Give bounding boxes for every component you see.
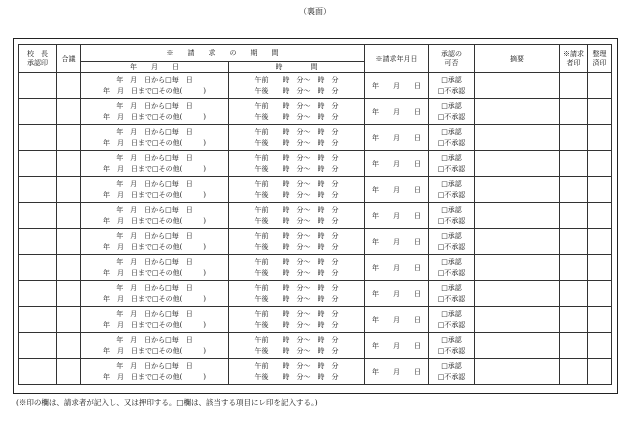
date-cell[interactable]: 年 月 日から□毎 日 年 月 日まで□その他( ) xyxy=(81,73,229,99)
summary-cell[interactable] xyxy=(475,333,560,359)
requester-seal-cell[interactable] xyxy=(560,229,588,255)
request-row xyxy=(19,99,612,125)
request-row xyxy=(19,307,612,333)
consult-cell[interactable] xyxy=(57,99,81,125)
processed-seal-cell[interactable] xyxy=(588,333,612,359)
date-cell[interactable]: 年 月 日から□毎 日 年 月 日まで□その他( ) xyxy=(81,333,229,359)
consult-cell[interactable] xyxy=(57,229,81,255)
reject-checkbox: □不承認 xyxy=(437,112,466,121)
date-cell[interactable]: 年 月 日から□毎 日 年 月 日まで□その他( ) xyxy=(81,255,229,281)
request-date-cell[interactable]: 年 月 日 xyxy=(365,99,429,125)
time-cell[interactable]: 午前 時 分～ 時 分 午後 時 分～ 時 分 xyxy=(229,229,365,255)
consult-cell[interactable] xyxy=(57,73,81,99)
date-cell[interactable]: 年 月 日から□毎 日 年 月 日まで□その他( ) xyxy=(81,307,229,333)
requester-seal-cell[interactable] xyxy=(560,333,588,359)
approve-checkbox: □承認 xyxy=(441,362,462,370)
approval-cell[interactable] xyxy=(429,255,475,281)
principal-seal-cell[interactable] xyxy=(19,203,57,229)
approval-cell[interactable] xyxy=(429,151,475,177)
reject-checkbox: □不承認 xyxy=(437,216,466,225)
approval-cell[interactable] xyxy=(429,333,475,359)
request-date-cell[interactable]: 年 月 日 xyxy=(365,359,429,385)
approve-checkbox: □承認 xyxy=(441,76,462,84)
summary-cell[interactable] xyxy=(475,255,560,281)
request-row xyxy=(19,177,612,203)
date-cell[interactable]: 年 月 日から□毎 日 年 月 日まで□その他( ) xyxy=(81,151,229,177)
request-row xyxy=(19,359,612,385)
request-date-cell[interactable]: 年 月 日 xyxy=(365,151,429,177)
approval-cell[interactable] xyxy=(429,73,475,99)
consult-cell[interactable] xyxy=(57,359,81,385)
reject-checkbox: □不承認 xyxy=(437,346,466,355)
approval-cell[interactable] xyxy=(429,203,475,229)
date-cell[interactable]: 年 月 日から□毎 日 年 月 日まで□その他( ) xyxy=(81,359,229,385)
consult-cell[interactable] xyxy=(57,333,81,359)
summary-cell[interactable] xyxy=(475,359,560,385)
processed-seal-cell[interactable] xyxy=(588,73,612,99)
time-cell[interactable]: 午前 時 分～ 時 分 午後 時 分～ 時 分 xyxy=(229,177,365,203)
consult-cell[interactable] xyxy=(57,125,81,151)
summary-cell[interactable] xyxy=(475,125,560,151)
principal-seal-cell[interactable] xyxy=(19,359,57,385)
time-cell[interactable]: 午前 時 分～ 時 分 午後 時 分～ 時 分 xyxy=(229,151,365,177)
date-cell[interactable]: 年 月 日から□毎 日 年 月 日まで□その他( ) xyxy=(81,203,229,229)
time-cell[interactable]: 午前 時 分～ 時 分 午後 時 分～ 時 分 xyxy=(229,99,365,125)
principal-seal-cell[interactable] xyxy=(19,125,57,151)
requester-seal-cell[interactable] xyxy=(560,281,588,307)
processed-seal-cell[interactable] xyxy=(588,229,612,255)
date-cell[interactable]: 年 月 日から□毎 日 年 月 日まで□その他( ) xyxy=(81,177,229,203)
principal-seal-cell[interactable] xyxy=(19,151,57,177)
processed-seal-cell[interactable] xyxy=(588,125,612,151)
processed-seal-cell[interactable] xyxy=(588,177,612,203)
approval-cell[interactable] xyxy=(429,125,475,151)
summary-cell[interactable] xyxy=(475,281,560,307)
request-row xyxy=(19,125,612,151)
reject-checkbox: □不承認 xyxy=(437,164,466,173)
approval-cell[interactable] xyxy=(429,307,475,333)
approve-checkbox: □承認 xyxy=(441,336,462,344)
summary-cell[interactable] xyxy=(475,177,560,203)
requester-seal-cell[interactable] xyxy=(560,203,588,229)
approval-cell[interactable] xyxy=(429,359,475,385)
reject-checkbox: □不承認 xyxy=(437,372,466,381)
summary-cell[interactable] xyxy=(475,73,560,99)
date-cell[interactable]: 年 月 日から□毎 日 年 月 日まで□その他( ) xyxy=(81,125,229,151)
header-time-sub: 時 間 xyxy=(229,62,365,73)
request-date-cell[interactable]: 年 月 日 xyxy=(365,73,429,99)
approve-checkbox: □承認 xyxy=(441,310,462,318)
summary-cell[interactable] xyxy=(475,203,560,229)
requester-seal-cell[interactable] xyxy=(560,99,588,125)
time-cell[interactable]: 午前 時 分～ 時 分 午後 時 分～ 時 分 xyxy=(229,281,365,307)
header-summary: 摘要 xyxy=(475,45,560,73)
request-row xyxy=(19,73,612,99)
header-consult: 合議 xyxy=(57,45,81,73)
request-date-cell[interactable]: 年 月 日 xyxy=(365,255,429,281)
time-cell[interactable]: 午前 時 分～ 時 分 午後 時 分～ 時 分 xyxy=(229,359,365,385)
request-row xyxy=(19,255,612,281)
header-requester-seal: ※請求 者印 xyxy=(560,45,588,73)
requester-seal-cell[interactable] xyxy=(560,177,588,203)
reject-checkbox: □不承認 xyxy=(437,138,466,147)
approve-checkbox: □承認 xyxy=(441,284,462,292)
summary-cell[interactable] xyxy=(475,229,560,255)
time-cell[interactable]: 午前 時 分～ 時 分 午後 時 分～ 時 分 xyxy=(229,307,365,333)
request-row xyxy=(19,229,612,255)
approval-cell[interactable] xyxy=(429,281,475,307)
header-date-sub: 年 月 日 xyxy=(81,62,229,73)
request-date-cell[interactable]: 年 月 日 xyxy=(365,281,429,307)
processed-seal-cell[interactable] xyxy=(588,281,612,307)
approve-checkbox: □承認 xyxy=(441,128,462,136)
header-principal-seal: 校 長 承認印 xyxy=(19,45,57,73)
request-row xyxy=(19,203,612,229)
requester-seal-cell[interactable] xyxy=(560,359,588,385)
consult-cell[interactable] xyxy=(57,255,81,281)
approval-cell[interactable] xyxy=(429,99,475,125)
consult-cell[interactable] xyxy=(57,203,81,229)
date-cell[interactable]: 年 月 日から□毎 日 年 月 日まで□その他( ) xyxy=(81,99,229,125)
requester-seal-cell[interactable] xyxy=(560,73,588,99)
principal-seal-cell[interactable] xyxy=(19,307,57,333)
date-cell[interactable]: 年 月 日から□毎 日 年 月 日まで□その他( ) xyxy=(81,281,229,307)
time-cell[interactable]: 午前 時 分～ 時 分 午後 時 分～ 時 分 xyxy=(229,333,365,359)
approve-checkbox: □承認 xyxy=(441,232,462,240)
time-cell[interactable]: 午前 時 分～ 時 分 午後 時 分～ 時 分 xyxy=(229,255,365,281)
summary-cell[interactable] xyxy=(475,151,560,177)
request-row xyxy=(19,333,612,359)
reject-checkbox: □不承認 xyxy=(437,86,466,95)
processed-seal-cell[interactable] xyxy=(588,99,612,125)
requester-seal-cell[interactable] xyxy=(560,151,588,177)
requester-seal-cell[interactable] xyxy=(560,255,588,281)
summary-cell[interactable] xyxy=(475,99,560,125)
processed-seal-cell[interactable] xyxy=(588,151,612,177)
reject-checkbox: □不承認 xyxy=(437,320,466,329)
processed-seal-cell[interactable] xyxy=(588,307,612,333)
request-date-cell[interactable]: 年 月 日 xyxy=(365,203,429,229)
approve-checkbox: □承認 xyxy=(441,102,462,110)
request-row xyxy=(19,281,612,307)
reject-checkbox: □不承認 xyxy=(437,242,466,251)
principal-seal-cell[interactable] xyxy=(19,73,57,99)
processed-seal-cell[interactable] xyxy=(588,203,612,229)
request-date-cell[interactable]: 年 月 日 xyxy=(365,229,429,255)
footnote: (※印の欄は、請求者が記入し、又は押印する。□欄は、該当する項目にレ印を記入する。) xyxy=(16,398,318,407)
time-cell[interactable]: 午前 時 分～ 時 分 午後 時 分～ 時 分 xyxy=(229,125,365,151)
approve-checkbox: □承認 xyxy=(441,258,462,266)
approval-cell[interactable] xyxy=(429,229,475,255)
request-date-cell[interactable]: 年 月 日 xyxy=(365,307,429,333)
request-date-cell[interactable]: 年 月 日 xyxy=(365,333,429,359)
reject-checkbox: □不承認 xyxy=(437,268,466,277)
processed-seal-cell[interactable] xyxy=(588,359,612,385)
requester-seal-cell[interactable] xyxy=(560,125,588,151)
requester-seal-cell[interactable] xyxy=(560,307,588,333)
page-label: （裏面） xyxy=(299,7,331,16)
consult-cell[interactable] xyxy=(57,177,81,203)
summary-cell[interactable] xyxy=(475,307,560,333)
principal-seal-cell[interactable] xyxy=(19,255,57,281)
consult-cell[interactable] xyxy=(57,307,81,333)
date-cell[interactable]: 年 月 日から□毎 日 年 月 日まで□その他( ) xyxy=(81,229,229,255)
request-form-table xyxy=(18,44,612,385)
principal-seal-cell[interactable] xyxy=(19,281,57,307)
consult-cell[interactable] xyxy=(57,281,81,307)
approve-checkbox: □承認 xyxy=(441,180,462,188)
principal-seal-cell[interactable] xyxy=(19,99,57,125)
consult-cell[interactable] xyxy=(57,151,81,177)
header-approval: 承認の 可否 xyxy=(429,45,475,73)
header-request-date: ※請求年月日 xyxy=(365,45,429,73)
approve-checkbox: □承認 xyxy=(441,206,462,214)
header-period: ※ 請 求 の 期 間 xyxy=(81,45,365,62)
principal-seal-cell[interactable] xyxy=(19,229,57,255)
header-processed-seal: 整理 済印 xyxy=(588,45,612,73)
reject-checkbox: □不承認 xyxy=(437,190,466,199)
approval-cell[interactable] xyxy=(429,177,475,203)
principal-seal-cell[interactable] xyxy=(19,333,57,359)
time-cell[interactable]: 午前 時 分～ 時 分 午後 時 分～ 時 分 xyxy=(229,73,365,99)
request-date-cell[interactable]: 年 月 日 xyxy=(365,125,429,151)
approve-checkbox: □承認 xyxy=(441,154,462,162)
time-cell[interactable]: 午前 時 分～ 時 分 午後 時 分～ 時 分 xyxy=(229,203,365,229)
request-date-cell[interactable]: 年 月 日 xyxy=(365,177,429,203)
request-row xyxy=(19,151,612,177)
principal-seal-cell[interactable] xyxy=(19,177,57,203)
reject-checkbox: □不承認 xyxy=(437,294,466,303)
processed-seal-cell[interactable] xyxy=(588,255,612,281)
